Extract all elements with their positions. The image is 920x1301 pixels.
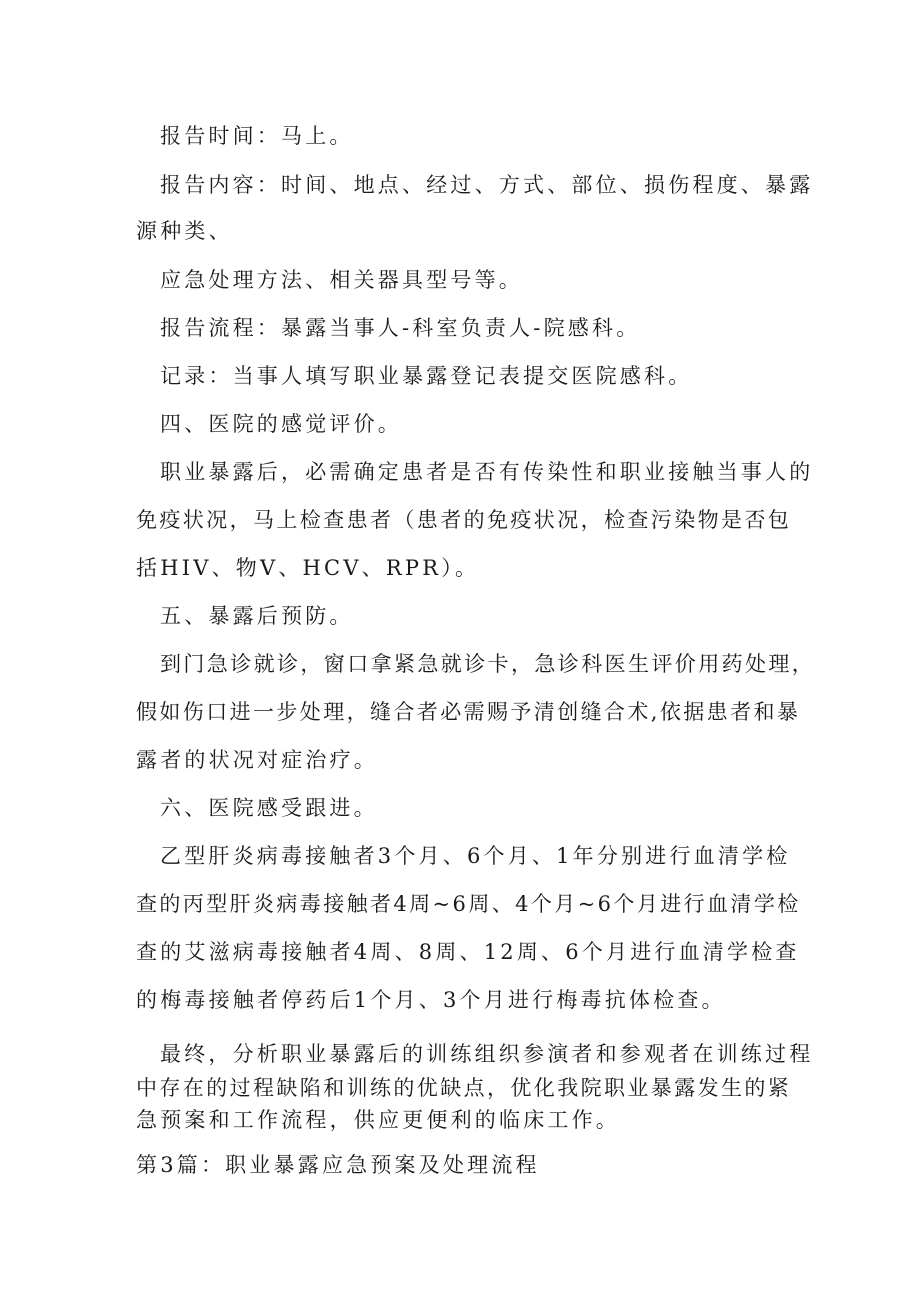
report-time-line: 报告时间：马上。 [160, 124, 354, 148]
paragraph-line: 免疫状况，马上检查患者（患者的免疫状况，检查污染物是否包 [136, 508, 792, 532]
conclusion-line: 急预案和工作流程，供应更便利的临床工作。 [136, 1108, 620, 1132]
paragraph-line: 乙型肝炎病毒接触者3个月、6个月、1年分别进行血清学检 [160, 844, 791, 868]
conclusion-line: 中存在的过程缺陷和训练的优缺点，优化我院职业暴露发生的紧 [136, 1076, 792, 1100]
report-content-line: 报告内容：时间、地点、经过、方式、部位、损伤程度、暴露 [160, 173, 814, 197]
paragraph-line: 职业暴露后，必需确定患者是否有传染性和职业接触当事人的 [160, 460, 814, 484]
section-heading-four: 四、医院的感觉评价。 [160, 412, 402, 436]
paragraph-line: 露者的状况对症治疗。 [136, 748, 378, 772]
paragraph-line: 的梅毒接触者停药后1个月、3个月进行梅毒抗体检查。 [136, 988, 726, 1012]
report-process-line: 报告流程：暴露当事人-科室负责人-院感科。 [160, 316, 641, 340]
section-heading-five: 五、暴露后预防。 [160, 604, 354, 628]
chapter-heading: 第3篇：职业暴露应急预案及处理流程 [136, 1153, 540, 1177]
record-line: 记录：当事人填写职业暴露登记表提交医院感科。 [160, 364, 693, 388]
section-heading-six: 六、医院感受跟进。 [160, 796, 378, 820]
paragraph-line: 假如伤口进一步处理，缝合者必需赐予清创缝合术,依据患者和暴 [136, 700, 801, 724]
report-content-methods: 应急处理方法、相关器具型号等。 [160, 268, 523, 292]
paragraph-line: 到门急诊就诊，窗口拿紧急就诊卡，急诊科医生评价用药处理， [160, 652, 816, 676]
report-content-continuation: 源种类、 [136, 219, 233, 243]
paragraph-line: 查的艾滋病毒接触者4周、8周、12周、6个月进行血清学检查 [136, 940, 800, 964]
paragraph-line: 查的丙型肝炎病毒接触者4周~6周、4个月~6个月进行血清学检 [136, 892, 801, 916]
paragraph-line: 括HIV、物V、HCV、RPR）。 [136, 556, 480, 580]
conclusion-line: 最终，分析职业暴露后的训练组织参演者和参观者在训练过程 [160, 1042, 814, 1066]
